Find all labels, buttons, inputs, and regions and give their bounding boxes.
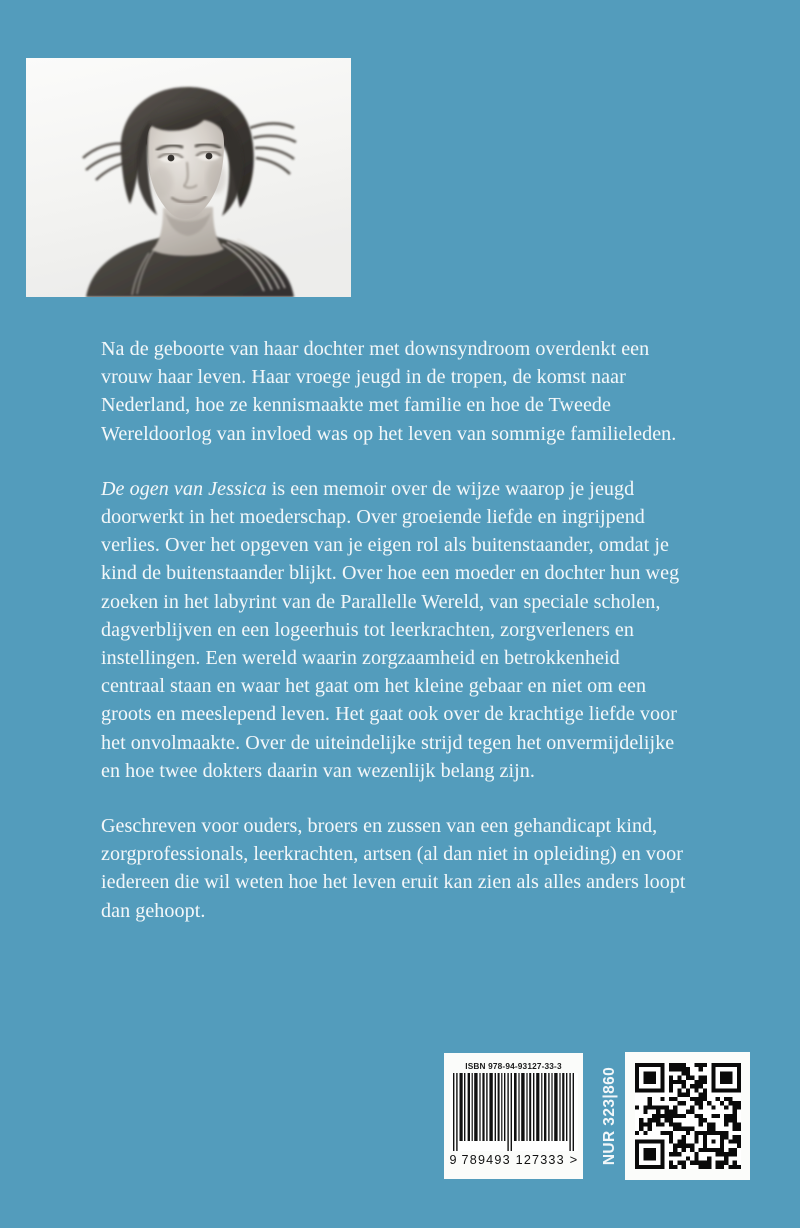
barcode-digit-group-2: 127333 [515, 1153, 565, 1167]
isbn-number-label: ISBN 978-94-93127-33-3 [465, 1061, 562, 1071]
nur-code-label [594, 1052, 626, 1180]
codes-row [444, 1052, 750, 1180]
barcode-digit-first: 9 [449, 1153, 457, 1167]
blurb-paragraph-3: Geschreven voor ouders, broers en zussen van een gehandicapt kind, zorgprofessionals, leerkrachten, artsen (al dan niet in opleiding) en voor iedereen die wil weten hoe het leven eruit kan zien als alles anders loopt dan gehoopt. [101, 815, 686, 922]
author-portrait-image [26, 58, 351, 297]
blurb-paragraph-2-rest: is een memoir over de wijze waarop je jeugd doorwerkt in het moederschap. Over groeiende liefde en ingrijpend verlies. Over het opgeven van je eigen rol als buitenstaander, omdat je kind de buitenstaander blijkt. Over hoe een moeder en dochter hun weg zoeken in het labyrint van de Parallelle Wereld, van speciale scholen, dagverblijven en een logeerhuis tot leerkrachten, zorgverleners en instellingen. Een wereld waarin zorgzaamheid en betrokkenheid centraal staan en waar het gaat om het kleine gebaar en niet om een groots en meeslepend leven. Het gaat ook over de krachtige liefde voor het onvolmaakte. Over de uiteindelijke strijd tegen het onvermijdelijke en hoe twee dokters daarin van wezenlijk belang zijn. [101, 477, 680, 782]
book-title-italic: De ogen van Jessica [101, 477, 267, 500]
author-portrait-photo [26, 58, 351, 297]
qr-code-image[interactable] [635, 1063, 741, 1169]
barcode-bars [450, 1073, 578, 1151]
qr-code[interactable] [625, 1052, 750, 1180]
blurb-paragraph-2 [101, 475, 687, 785]
barcode-digit-tail: > [569, 1152, 578, 1167]
nur-code-text: NUR 323|860 [601, 1066, 618, 1166]
back-cover-blurb [101, 335, 687, 925]
blurb-paragraph-1: Na de geboorte van haar dochter met downsyndroom overdenkt een vrouw haar leven. Haar vroege jeugd in de tropen, de komst naar Nederland, hoe ze kennismaakte met familie en hoe de Tweede Wereldoorlog van invloed was op het leven van sommige familieleden. [101, 338, 677, 445]
isbn-barcode [444, 1053, 583, 1179]
barcode-digit-group-1: 789493 [461, 1153, 511, 1167]
barcode-digits [449, 1152, 579, 1167]
